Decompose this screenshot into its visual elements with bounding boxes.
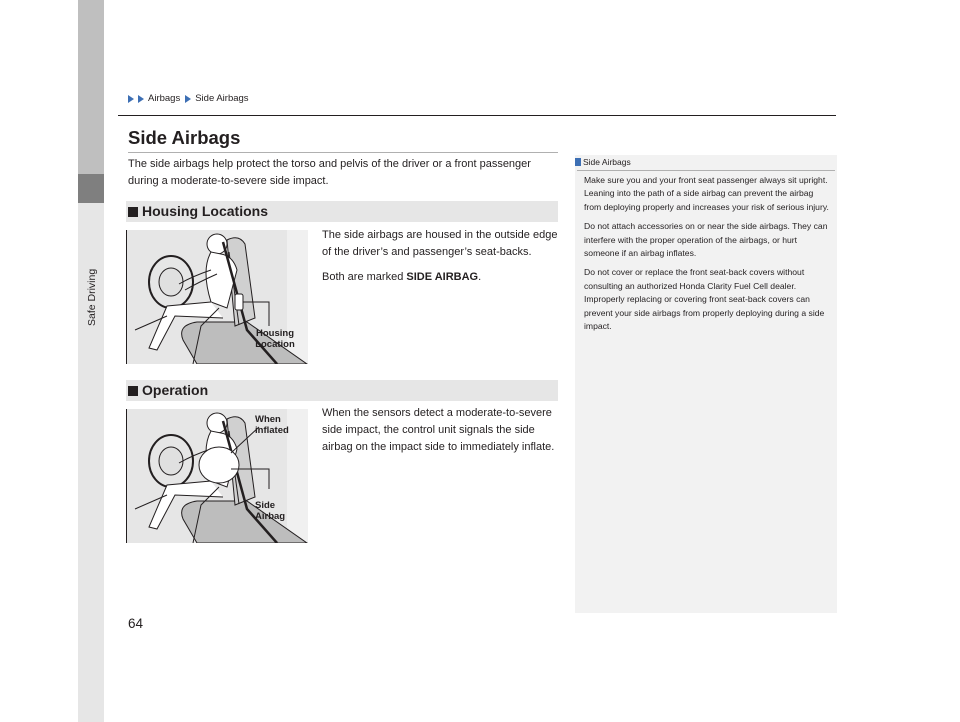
- note-marker-icon: [575, 158, 581, 166]
- housing-marking-paragraph: [322, 269, 562, 286]
- side-tab-upper: [78, 0, 104, 174]
- when-inflated-line2: inflated: [255, 425, 289, 436]
- operation-heading: [126, 380, 558, 401]
- operation-paragraph: When the sensors detect a moderate-to-severe side impact, the control unit signals the side airbag on the impact side to immediately inflate.: [322, 407, 555, 453]
- intro-text: The side airbags help protect the torso and pelvis of the driver or a front passenger during a moderate-to-severe side impact.: [128, 158, 531, 187]
- side-tab-active: [78, 174, 104, 203]
- heading-square-icon: [128, 207, 138, 217]
- breadcrumb-item-side-airbags[interactable]: Side Airbags: [195, 93, 249, 104]
- note-paragraph-1: Make sure you and your front seat passenger always sit upright. Leaning into the path of a side airbag can prevent the airbag from deploying properly and increases your risk of serious injury.: [584, 175, 829, 212]
- heading-square-icon: [128, 386, 138, 396]
- header-rule: [118, 115, 836, 116]
- housing-text: [322, 227, 562, 294]
- side-airbag-label: [255, 500, 285, 522]
- when-inflated-label: [255, 414, 289, 436]
- side-airbag-line2: Airbag: [255, 511, 286, 522]
- title-rule: [128, 152, 558, 153]
- marking-suffix: .: [478, 271, 482, 283]
- housing-location-label: [249, 328, 301, 350]
- operation-heading-text: Operation: [142, 382, 209, 398]
- side-airbag-line1: Side: [255, 500, 276, 511]
- breadcrumb-arrow-icon: [128, 95, 134, 103]
- breadcrumb-arrow-icon: [138, 95, 144, 103]
- housing-paragraph: The side airbags are housed in the outside edge of the driver’s and passenger’s seat-backs.: [322, 229, 558, 258]
- marking-bold: SIDE AIRBAG: [406, 271, 479, 283]
- note-body: [584, 174, 830, 339]
- note-title: [575, 157, 631, 167]
- note-paragraph-2: Do not attach accessories on or near the side airbags. They can interfere with the proper operation of the airbags, or hurt someone if an airbag inflates.: [584, 221, 828, 259]
- housing-illustration: [126, 230, 308, 364]
- note-paragraph-3: Do not cover or replace the front seat-back covers without consulting an authorized Honda Clarity Fuel Cell dealer.: [584, 267, 805, 291]
- breadcrumb-arrow-icon: [185, 95, 191, 103]
- breadcrumb: [128, 93, 249, 104]
- operation-text: [322, 405, 562, 464]
- housing-label-line1: Housing: [256, 328, 294, 339]
- housing-heading-text: Housing Locations: [142, 203, 268, 219]
- section-label: [84, 206, 98, 336]
- note-title-text: Side Airbags: [583, 157, 631, 167]
- page-title: Side Airbags: [128, 127, 241, 148]
- breadcrumb-item-airbags[interactable]: Airbags: [148, 93, 181, 104]
- housing-label-line2: Location: [255, 339, 295, 350]
- housing-heading: [126, 201, 558, 222]
- page-number: 64: [128, 616, 144, 631]
- when-inflated-line1: When: [255, 414, 281, 425]
- note-paragraph-4: Improperly replacing or covering front seat-back covers can prevent your side airbags from properly deploying during a side impact.: [584, 294, 825, 332]
- note-rule: [577, 170, 835, 171]
- operation-illustration: [126, 409, 308, 543]
- section-label-text: Safe Driving: [86, 268, 98, 326]
- marking-prefix: Both are marked: [322, 271, 407, 283]
